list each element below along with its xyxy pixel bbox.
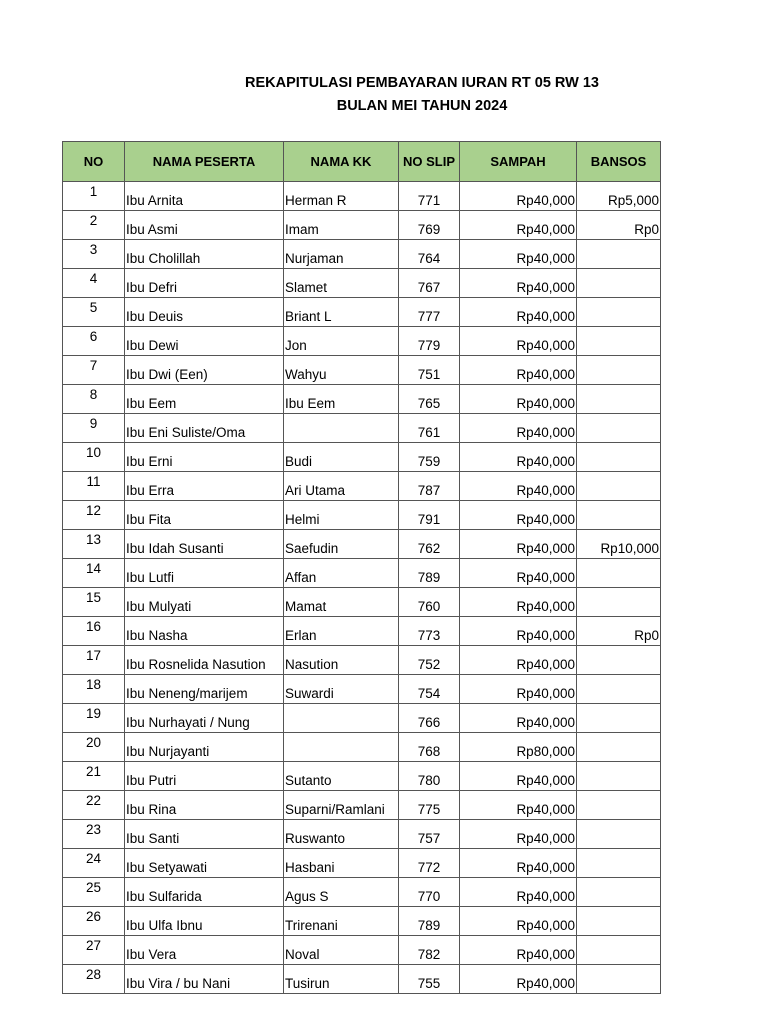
cell-bansos: Rp0 bbox=[577, 211, 661, 240]
cell-nama-kk: Slamet bbox=[284, 269, 399, 298]
cell-no-slip: 782 bbox=[399, 936, 460, 965]
cell-no: 21 bbox=[63, 762, 125, 791]
cell-no-slip: 771 bbox=[399, 182, 460, 211]
cell-bansos bbox=[577, 472, 661, 501]
cell-bansos bbox=[577, 501, 661, 530]
cell-nama-kk: Mamat bbox=[284, 588, 399, 617]
cell-bansos bbox=[577, 907, 661, 936]
cell-bansos bbox=[577, 878, 661, 907]
table-row bbox=[63, 675, 661, 704]
table-row bbox=[63, 327, 661, 356]
cell-bansos bbox=[577, 414, 661, 443]
cell-no: 24 bbox=[63, 849, 125, 878]
payment-table bbox=[62, 141, 661, 994]
cell-no: 19 bbox=[63, 704, 125, 733]
cell-nama-kk: Ari Utama bbox=[284, 472, 399, 501]
cell-no: 28 bbox=[63, 965, 125, 994]
cell-nama-kk: Ibu Eem bbox=[284, 385, 399, 414]
table-row bbox=[63, 849, 661, 878]
cell-sampah: Rp40,000 bbox=[460, 414, 577, 443]
cell-no: 3 bbox=[63, 240, 125, 269]
cell-sampah: Rp40,000 bbox=[460, 675, 577, 704]
cell-bansos bbox=[577, 269, 661, 298]
cell-nama-peserta: Ibu Erra bbox=[125, 472, 284, 501]
cell-nama-peserta: Ibu Ulfa Ibnu bbox=[125, 907, 284, 936]
cell-no-slip: 769 bbox=[399, 211, 460, 240]
table-row bbox=[63, 907, 661, 936]
cell-sampah: Rp40,000 bbox=[460, 211, 577, 240]
cell-sampah: Rp40,000 bbox=[460, 762, 577, 791]
cell-no-slip: 780 bbox=[399, 762, 460, 791]
cell-sampah: Rp40,000 bbox=[460, 878, 577, 907]
cell-no-slip: 755 bbox=[399, 965, 460, 994]
column-header-no: NO bbox=[63, 142, 125, 182]
cell-sampah: Rp40,000 bbox=[460, 298, 577, 327]
cell-bansos bbox=[577, 327, 661, 356]
cell-no: 17 bbox=[63, 646, 125, 675]
cell-no: 7 bbox=[63, 356, 125, 385]
cell-nama-peserta: Ibu Deuis bbox=[125, 298, 284, 327]
cell-bansos bbox=[577, 704, 661, 733]
cell-nama-kk: Budi bbox=[284, 443, 399, 472]
cell-bansos bbox=[577, 559, 661, 588]
cell-nama-peserta: Ibu Putri bbox=[125, 762, 284, 791]
cell-sampah: Rp40,000 bbox=[460, 240, 577, 269]
table-row bbox=[63, 443, 661, 472]
table-row bbox=[63, 617, 661, 646]
cell-no-slip: 789 bbox=[399, 907, 460, 936]
cell-nama-kk: Helmi bbox=[284, 501, 399, 530]
cell-sampah: Rp40,000 bbox=[460, 617, 577, 646]
cell-nama-peserta: Ibu Eni Suliste/Oma bbox=[125, 414, 284, 443]
cell-sampah: Rp40,000 bbox=[460, 849, 577, 878]
cell-sampah: Rp40,000 bbox=[460, 907, 577, 936]
cell-no: 16 bbox=[63, 617, 125, 646]
cell-bansos bbox=[577, 385, 661, 414]
cell-no-slip: 765 bbox=[399, 385, 460, 414]
cell-nama-peserta: Ibu Arnita bbox=[125, 182, 284, 211]
cell-nama-kk: Wahyu bbox=[284, 356, 399, 385]
table-row bbox=[63, 762, 661, 791]
cell-no-slip: 757 bbox=[399, 820, 460, 849]
cell-nama-peserta: Ibu Vira / bu Nani bbox=[125, 965, 284, 994]
cell-nama-kk: Hasbani bbox=[284, 849, 399, 878]
cell-bansos bbox=[577, 820, 661, 849]
cell-nama-peserta: Ibu Mulyati bbox=[125, 588, 284, 617]
cell-nama-peserta: Ibu Rosnelida Nasution bbox=[125, 646, 284, 675]
cell-nama-peserta: Ibu Rina bbox=[125, 791, 284, 820]
cell-no: 15 bbox=[63, 588, 125, 617]
cell-bansos bbox=[577, 936, 661, 965]
table-row bbox=[63, 588, 661, 617]
cell-no: 11 bbox=[63, 472, 125, 501]
cell-no-slip: 789 bbox=[399, 559, 460, 588]
cell-sampah: Rp80,000 bbox=[460, 733, 577, 762]
cell-no: 23 bbox=[63, 820, 125, 849]
cell-no-slip: 777 bbox=[399, 298, 460, 327]
cell-bansos: Rp10,000 bbox=[577, 530, 661, 559]
cell-sampah: Rp40,000 bbox=[460, 443, 577, 472]
table-header-row bbox=[63, 142, 661, 182]
table-row bbox=[63, 211, 661, 240]
table-row bbox=[63, 472, 661, 501]
table-row bbox=[63, 820, 661, 849]
cell-no: 22 bbox=[63, 791, 125, 820]
cell-bansos: Rp0 bbox=[577, 617, 661, 646]
cell-no: 13 bbox=[63, 530, 125, 559]
table-row bbox=[63, 791, 661, 820]
table-row bbox=[63, 936, 661, 965]
cell-nama-peserta: Ibu Vera bbox=[125, 936, 284, 965]
cell-no-slip: 772 bbox=[399, 849, 460, 878]
cell-no-slip: 764 bbox=[399, 240, 460, 269]
cell-nama-peserta: Ibu Neneng/marijem bbox=[125, 675, 284, 704]
table-row bbox=[63, 501, 661, 530]
cell-bansos bbox=[577, 646, 661, 675]
cell-nama-kk: Imam bbox=[284, 211, 399, 240]
cell-bansos bbox=[577, 791, 661, 820]
page-subtitle: BULAN MEI TAHUN 2024 bbox=[336, 98, 508, 114]
cell-bansos bbox=[577, 443, 661, 472]
cell-sampah: Rp40,000 bbox=[460, 820, 577, 849]
column-header-nama-peserta: NAMA PESERTA bbox=[125, 142, 284, 182]
cell-no: 10 bbox=[63, 443, 125, 472]
cell-nama-kk bbox=[284, 414, 399, 443]
cell-nama-kk: Noval bbox=[284, 936, 399, 965]
cell-nama-kk: Suparni/Ramlani bbox=[284, 791, 399, 820]
cell-sampah: Rp40,000 bbox=[460, 559, 577, 588]
cell-nama-peserta: Ibu Nasha bbox=[125, 617, 284, 646]
cell-sampah: Rp40,000 bbox=[460, 530, 577, 559]
cell-nama-peserta: Ibu Asmi bbox=[125, 211, 284, 240]
cell-bansos bbox=[577, 588, 661, 617]
cell-nama-kk: Herman R bbox=[284, 182, 399, 211]
cell-nama-peserta: Ibu Sulfarida bbox=[125, 878, 284, 907]
cell-no: 2 bbox=[63, 211, 125, 240]
cell-no-slip: 751 bbox=[399, 356, 460, 385]
cell-bansos bbox=[577, 675, 661, 704]
table-row bbox=[63, 385, 661, 414]
table-row bbox=[63, 646, 661, 675]
cell-bansos bbox=[577, 733, 661, 762]
cell-sampah: Rp40,000 bbox=[460, 356, 577, 385]
cell-no: 9 bbox=[63, 414, 125, 443]
cell-nama-peserta: Ibu Santi bbox=[125, 820, 284, 849]
cell-no-slip: 762 bbox=[399, 530, 460, 559]
cell-nama-peserta: Ibu Eem bbox=[125, 385, 284, 414]
cell-no: 14 bbox=[63, 559, 125, 588]
cell-no-slip: 787 bbox=[399, 472, 460, 501]
cell-sampah: Rp40,000 bbox=[460, 704, 577, 733]
cell-no-slip: 775 bbox=[399, 791, 460, 820]
cell-nama-peserta: Ibu Nurjayanti bbox=[125, 733, 284, 762]
cell-nama-peserta: Ibu Setyawati bbox=[125, 849, 284, 878]
table-row bbox=[63, 530, 661, 559]
cell-no: 25 bbox=[63, 878, 125, 907]
cell-no-slip: 770 bbox=[399, 878, 460, 907]
table-row bbox=[63, 298, 661, 327]
cell-sampah: Rp40,000 bbox=[460, 936, 577, 965]
table-row bbox=[63, 414, 661, 443]
cell-sampah: Rp40,000 bbox=[460, 588, 577, 617]
cell-nama-peserta: Ibu Nurhayati / Nung bbox=[125, 704, 284, 733]
column-header-nama-kk: NAMA KK bbox=[284, 142, 399, 182]
cell-bansos bbox=[577, 965, 661, 994]
cell-nama-kk: Erlan bbox=[284, 617, 399, 646]
cell-nama-kk: Jon bbox=[284, 327, 399, 356]
cell-nama-peserta: Ibu Erni bbox=[125, 443, 284, 472]
cell-sampah: Rp40,000 bbox=[460, 182, 577, 211]
cell-no: 1 bbox=[63, 182, 125, 211]
cell-nama-kk: Briant L bbox=[284, 298, 399, 327]
cell-nama-kk: Suwardi bbox=[284, 675, 399, 704]
cell-nama-kk: Agus S bbox=[284, 878, 399, 907]
cell-sampah: Rp40,000 bbox=[460, 472, 577, 501]
cell-no: 26 bbox=[63, 907, 125, 936]
cell-no: 18 bbox=[63, 675, 125, 704]
cell-nama-kk: Trirenani bbox=[284, 907, 399, 936]
table-row bbox=[63, 878, 661, 907]
table-row bbox=[63, 704, 661, 733]
cell-nama-kk bbox=[284, 704, 399, 733]
cell-no-slip: 766 bbox=[399, 704, 460, 733]
cell-no: 8 bbox=[63, 385, 125, 414]
cell-nama-kk: Saefudin bbox=[284, 530, 399, 559]
cell-sampah: Rp40,000 bbox=[460, 646, 577, 675]
cell-no: 4 bbox=[63, 269, 125, 298]
column-header-bansos: BANSOS bbox=[577, 142, 661, 182]
page-title: REKAPITULASI PEMBAYARAN IURAN RT 05 RW 13 bbox=[245, 75, 599, 91]
cell-no-slip: 767 bbox=[399, 269, 460, 298]
cell-no-slip: 779 bbox=[399, 327, 460, 356]
cell-nama-peserta: Ibu Dwi (Een) bbox=[125, 356, 284, 385]
cell-sampah: Rp40,000 bbox=[460, 269, 577, 298]
cell-bansos bbox=[577, 849, 661, 878]
cell-no: 6 bbox=[63, 327, 125, 356]
cell-no-slip: 761 bbox=[399, 414, 460, 443]
cell-nama-peserta: Ibu Defri bbox=[125, 269, 284, 298]
cell-nama-kk: Tusirun bbox=[284, 965, 399, 994]
cell-no: 20 bbox=[63, 733, 125, 762]
cell-nama-peserta: Ibu Dewi bbox=[125, 327, 284, 356]
cell-bansos: Rp5,000 bbox=[577, 182, 661, 211]
cell-no-slip: 759 bbox=[399, 443, 460, 472]
cell-no-slip: 760 bbox=[399, 588, 460, 617]
cell-nama-kk: Nasution bbox=[284, 646, 399, 675]
cell-nama-peserta: Ibu Cholillah bbox=[125, 240, 284, 269]
cell-nama-kk: Ruswanto bbox=[284, 820, 399, 849]
table-row bbox=[63, 965, 661, 994]
cell-sampah: Rp40,000 bbox=[460, 965, 577, 994]
cell-bansos bbox=[577, 298, 661, 327]
cell-nama-kk: Sutanto bbox=[284, 762, 399, 791]
cell-nama-peserta: Ibu Lutfi bbox=[125, 559, 284, 588]
cell-no: 27 bbox=[63, 936, 125, 965]
table-row bbox=[63, 182, 661, 211]
cell-bansos bbox=[577, 762, 661, 791]
cell-nama-kk bbox=[284, 733, 399, 762]
cell-no-slip: 791 bbox=[399, 501, 460, 530]
cell-no-slip: 754 bbox=[399, 675, 460, 704]
cell-sampah: Rp40,000 bbox=[460, 791, 577, 820]
cell-nama-peserta: Ibu Idah Susanti bbox=[125, 530, 284, 559]
column-header-no-slip: NO SLIP bbox=[399, 142, 460, 182]
table-row bbox=[63, 356, 661, 385]
table-row bbox=[63, 269, 661, 298]
cell-nama-kk: Affan bbox=[284, 559, 399, 588]
cell-sampah: Rp40,000 bbox=[460, 501, 577, 530]
table-row bbox=[63, 559, 661, 588]
table-row bbox=[63, 240, 661, 269]
cell-sampah: Rp40,000 bbox=[460, 327, 577, 356]
cell-no-slip: 773 bbox=[399, 617, 460, 646]
column-header-sampah: SAMPAH bbox=[460, 142, 577, 182]
cell-nama-peserta: Ibu Fita bbox=[125, 501, 284, 530]
cell-bansos bbox=[577, 356, 661, 385]
cell-nama-kk: Nurjaman bbox=[284, 240, 399, 269]
cell-no-slip: 752 bbox=[399, 646, 460, 675]
table-body bbox=[63, 182, 661, 994]
cell-no-slip: 768 bbox=[399, 733, 460, 762]
cell-no: 5 bbox=[63, 298, 125, 327]
cell-sampah: Rp40,000 bbox=[460, 385, 577, 414]
cell-bansos bbox=[577, 240, 661, 269]
cell-no: 12 bbox=[63, 501, 125, 530]
table-row bbox=[63, 733, 661, 762]
